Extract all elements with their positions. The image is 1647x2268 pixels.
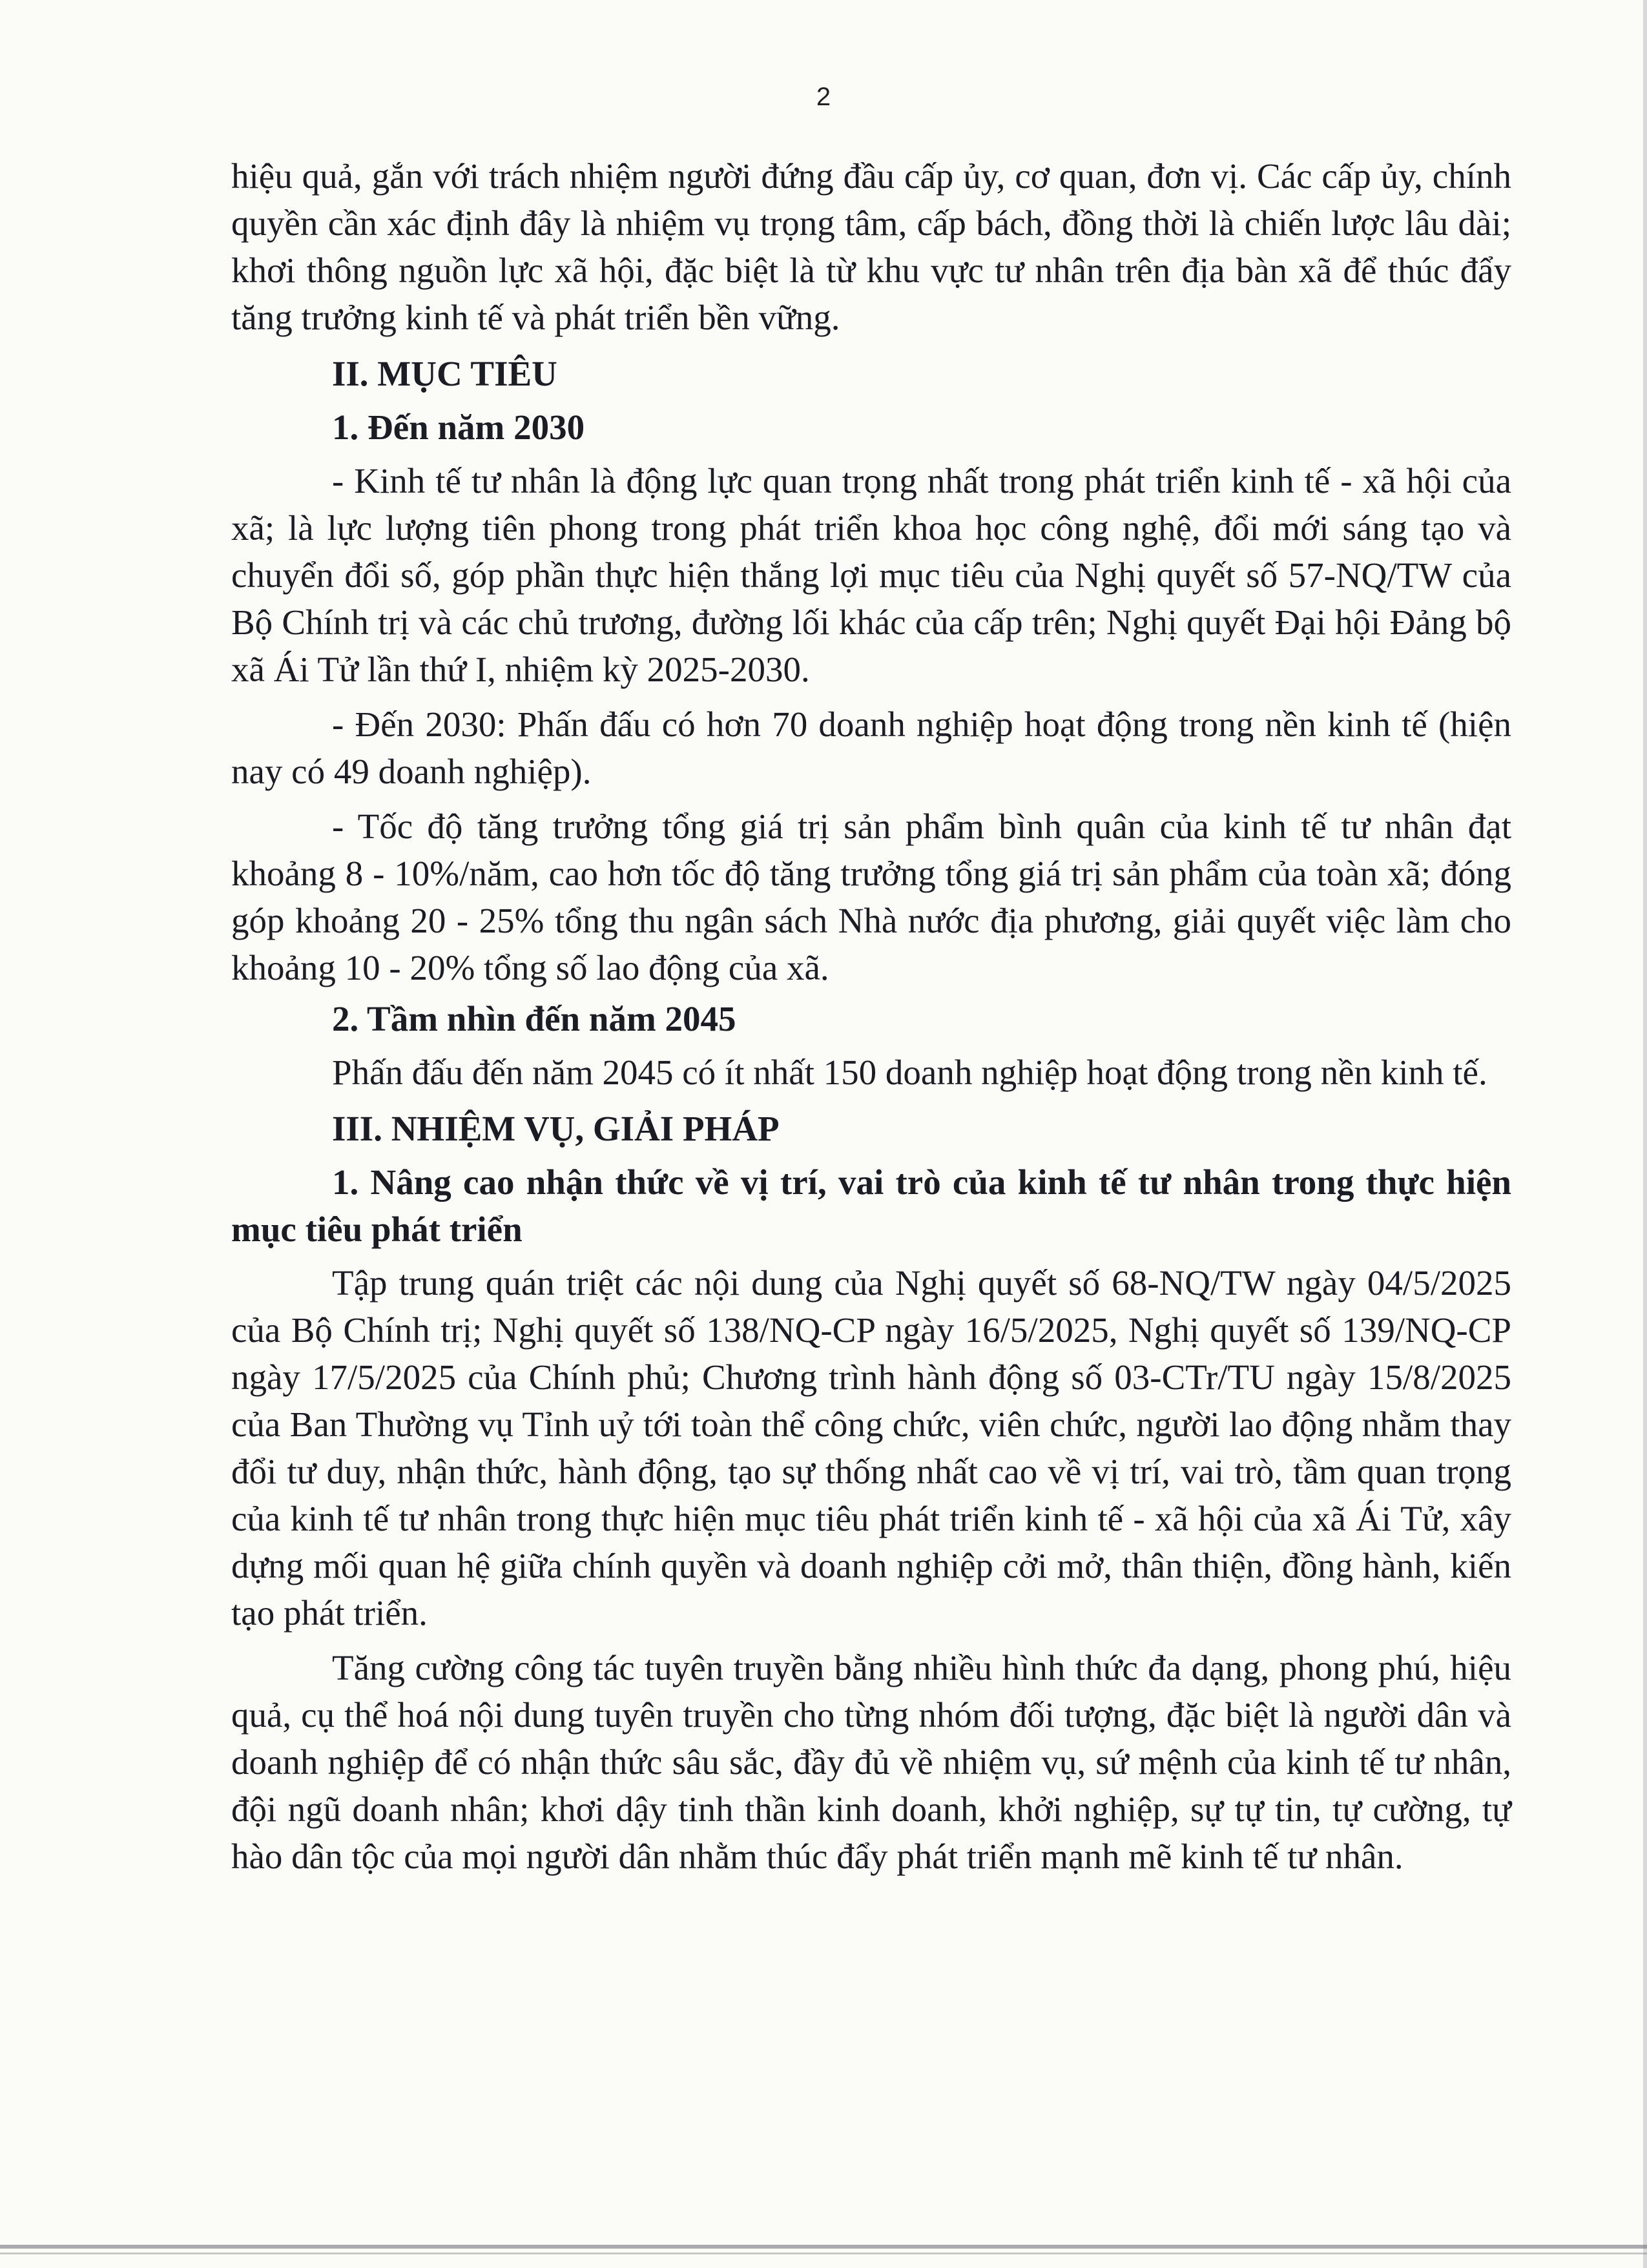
goal-paragraph-1: - Kinh tế tư nhân là động lực quan trọng nhất trong phát triển kinh tế - xã hội của xã; là lực lượng tiên phong trong phát triển khoa học công nghệ, đổi mới sáng tạo và chuyển đổi số, góp phần thực hiện thắng lợi mục tiêu của Nghị quyết số 57-NQ/TW của Bộ Chính trị và các chủ trương, đường lối khác của cấp trên; Nghị quyết Đại hội Đảng bộ xã Ái Tử lần thứ I, nhiệm kỳ 2025-2030. — [231, 461, 1511, 689]
intro-paragraph: hiệu quả, gắn với trách nhiệm người đứng đầu cấp ủy, cơ quan, đơn vị. Các cấp ủy, chính quyền cần xác định đây là nhiệm vụ trọng tâm, cấp bách, đồng thời là chiến lược lâu dài; khơi thông nguồn lực xã hội, đặc biệt là từ khu vực tư nhân trên địa bàn xã để thúc đẩy tăng trưởng kinh tế và phát triển bền vững. — [231, 156, 1511, 337]
vision-paragraph: Phấn đấu đến năm 2045 có ít nhất 150 doanh nghiệp hoạt động trong nền kinh tế. — [332, 1053, 1487, 1092]
document-body — [231, 152, 1511, 1880]
section-3-heading: III. NHIỆM VỤ, GIẢI PHÁP — [332, 1109, 780, 1148]
subsection-2045-heading: 2. Tầm nhìn đến năm 2045 — [332, 999, 736, 1038]
goal-paragraph-2: - Đến 2030: Phấn đấu có hơn 70 doanh nghiệp hoạt động trong nền kinh tế (hiện nay có 49 doanh nghiệp). — [231, 705, 1511, 791]
scan-bottom-edge-shadow — [0, 2253, 1647, 2254]
task-paragraph-2: Tăng cường công tác tuyên truyền bằng nhiều hình thức đa dạng, phong phú, hiệu quả, cụ thể hoá nội dung tuyên truyền cho từng nhóm đối tượng, đặc biệt là người dân và doanh nghiệp để có nhận thức sâu sắc, đầy đủ về nhiệm vụ, sứ mệnh của kinh tế tư nhân, đội ngũ doanh nhân; khơi dậy tinh thần kinh doanh, khởi nghiệp, sự tự tin, tự cường, tự hào dân tộc của mọi người dân nhằm thúc đẩy phát triển mạnh mẽ kinh tế tư nhân. — [231, 1648, 1511, 1876]
section-2-heading: II. MỤC TIÊU — [332, 354, 557, 393]
task-paragraph-1: Tập trung quán triệt các nội dung của Nghị quyết số 68-NQ/TW ngày 04/5/2025 của Bộ Chính trị; Nghị quyết số 138/NQ-CP ngày 16/5/2025, Nghị quyết số 139/NQ-CP ngày 17/5/2025 của Chính phủ; Chương trình hành động số 03-CTr/TU ngày 15/8/2025 của Ban Thường vụ Tỉnh uỷ tới toàn thể công chức, viên chức, người lao động nhằm thay đổi tư duy, nhận thức, hành động, tạo sự thống nhất cao về vị trí, vai trò, tầm quan trọng của kinh tế tư nhân trong thực hiện mục tiêu phát triển kinh tế - xã hội của xã Ái Tử, xây dựng mối quan hệ giữa chính quyền và doanh nghiệp cởi mở, thân thiện, đồng hành, kiến tạo phát triển. — [231, 1263, 1511, 1633]
page-number: 2 — [816, 83, 831, 111]
scan-bottom-edge — [0, 2245, 1647, 2249]
scan-edge — [1643, 0, 1647, 2268]
goal-paragraph-3: - Tốc độ tăng trưởng tổng giá trị sản phẩm bình quân của kinh tế tư nhân đạt khoảng 8 - 10%/năm, cao hơn tốc độ tăng trưởng tổng giá trị sản phẩm của toàn xã; đóng góp khoảng 20 - 25% tổng thu ngân sách Nhà nước địa phương, giải quyết việc làm cho khoảng 10 - 20% tổng số lao động của xã. — [231, 807, 1511, 987]
subsection-2030-heading: 1. Đến năm 2030 — [332, 407, 585, 447]
subsection-awareness-heading: 1. Nâng cao nhận thức về vị trí, vai trò của kinh tế tư nhân trong thực hiện mục tiêu phát triển — [231, 1162, 1511, 1249]
